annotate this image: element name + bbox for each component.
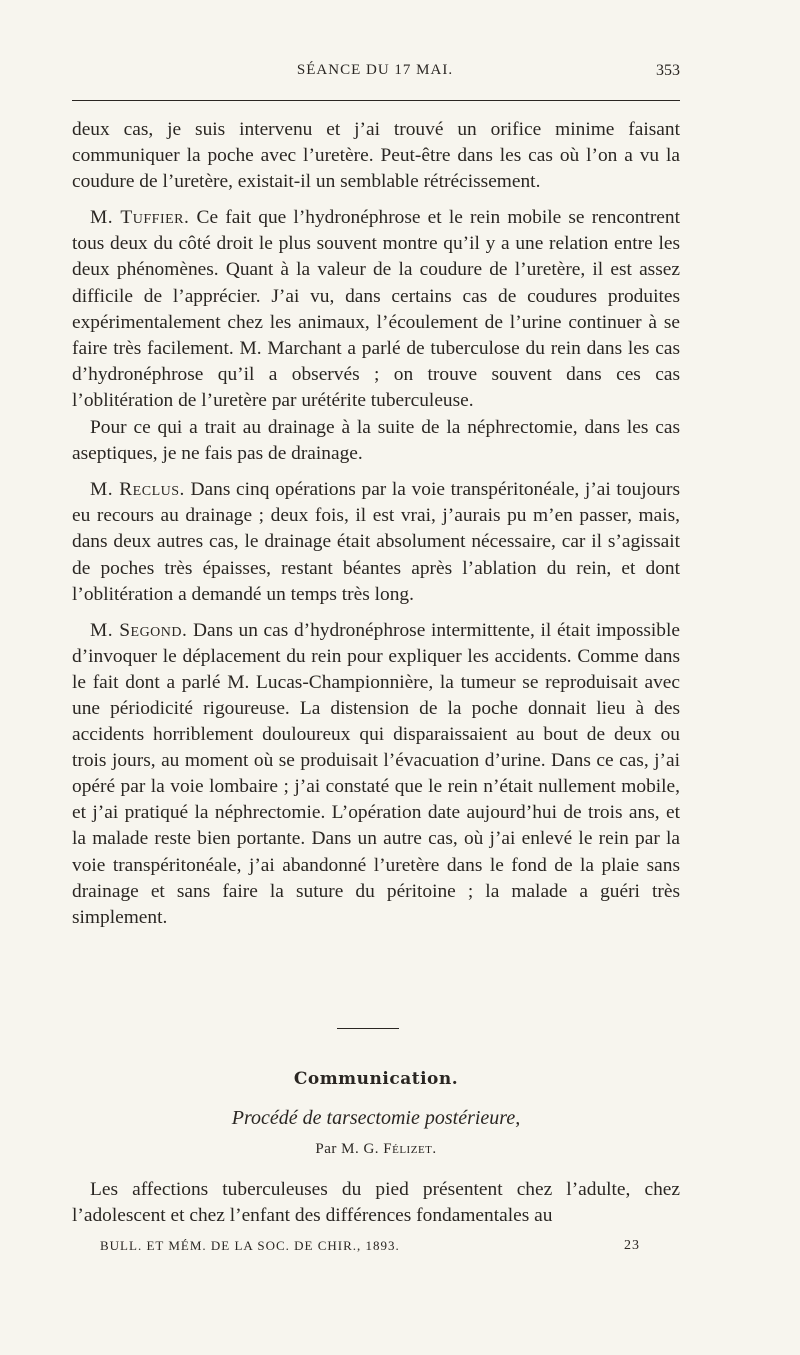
page-footer xyxy=(100,1238,640,1258)
speaker-remarks: Dans un cas d’hydronéphrose intermittente, il était impossible d’invoquer le déplacement du rein pour expliquer les accidents. Comme dans le fait dont a parlé M. Lucas-Championnière, la tumeur se reproduisait avec une périodicité rigoureuse. La distension de la poche donnait lieu à des accidents horriblement douloureux qui disparaissaient au bout de deux ou trois jours, au moment où se produisait l’évacuation d’urine. Dans ce cas, j’ai opéré par la voie lombaire ; j’ai constaté que le rein n’était nullement mobile, et j’ai pratiqué la néphrectomie. L’opération date aujourd’hui de trois ans, et la malade reste bien portante. Dans un autre cas, où j’ai enlevé le rein par la voie transpéritonéale, j’ai abandonné l’uretère dans le fond de la plaie sans drainage et sans faire la suture du péritoine ; la malade a guéri très simplement. xyxy=(72,619,680,928)
author-prefix: Par M. G. xyxy=(315,1141,380,1157)
discussion-text xyxy=(72,117,680,931)
article-title: Procédé de tarsectomie postérieure, xyxy=(231,1107,521,1129)
header-rule xyxy=(72,100,680,101)
article-intro xyxy=(72,1177,680,1229)
paragraph-tuffier xyxy=(72,205,680,414)
paragraph-drainage: Pour ce qui a trait au drainage à la suite de la néphrectomie, dans les cas aseptiques, je ne fais pas de drainage. xyxy=(72,417,680,465)
speaker-name: M. Tuffier. xyxy=(90,207,190,229)
paragraph-continuation: deux cas, je suis intervenu et j’ai trouvé un orifice minime faisant communiquer la poche avec l’uretère. Peut-être dans les cas où l’on a vu la coudure de l’uretère, existait-il un semblable rétrécissement. xyxy=(72,119,680,193)
section-divider xyxy=(337,1028,399,1029)
paragraph-segond xyxy=(72,618,680,931)
running-head xyxy=(70,62,680,84)
paragraph-reclus xyxy=(72,477,680,607)
speaker-remarks: Ce fait que l’hydronéphrose et le rein mobile se rencontrent tous deux du côté droit le plus souvent montre qu’il y a une relation entre les deux phénomènes. Quant à la valeur de la coudure de l’uretère, il est assez difficile de l’apprécier. J’ai vu, dans certains cas de coudures produites expérimentalement chez les animaux, l’écoulement de l’urine continuer à se faire très facilement. M. Marchant a parlé de tuberculose du rein dans les cas d’hydronéphrose qu’il a observés ; on trouve souvent dans ces cas l’oblitération de l’uretère par urétérite tuberculeuse. xyxy=(72,207,680,411)
intro-paragraph: Les affections tuberculeuses du pied présentent chez l’adulte, chez l’adolescent et chez l’enfant des différences fondamentales au xyxy=(72,1179,680,1227)
article-author xyxy=(72,1141,680,1158)
speaker-remarks: Dans cinq opérations par la voie transpéritonéale, j’ai toujours eu recours au drainage ; deux fois, il est vrai, j’aurais pu m’en passer, mais, dans deux autres cas, le drainage était absolument nécessaire, car il s’agissait de poches très épaisses, restant béantes après l’ablation du rein, et dont l’oblitération a demandé un temps très long. xyxy=(72,479,680,605)
footer-signature: 23 xyxy=(624,1238,640,1253)
footer-source: BULL. ET MÉM. DE LA SOC. DE CHIR., 1893. xyxy=(100,1238,400,1253)
speaker-name: M. Reclus. xyxy=(90,479,185,501)
author-name: Félizet. xyxy=(383,1141,437,1157)
speaker-name: M. Segond. xyxy=(90,619,188,641)
running-head-title: SÉANCE DU 17 MAI. xyxy=(296,62,454,78)
page-number: 353 xyxy=(656,62,680,79)
section-title: Communication. xyxy=(293,1069,459,1089)
